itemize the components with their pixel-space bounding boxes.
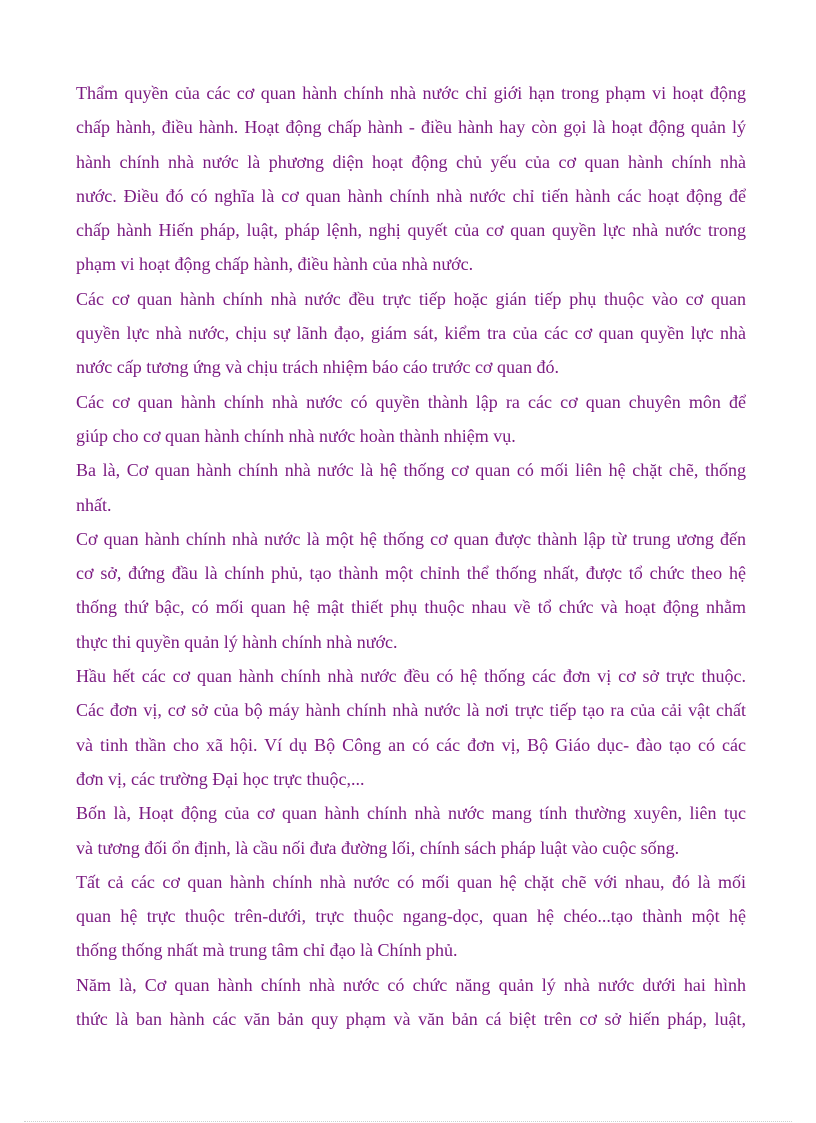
text-line: Các đơn vị, cơ sở của bộ máy hành chính nhà nước là nơi trực tiếp tạo ra của cải vật chất: [76, 700, 746, 721]
body-text: [76, 76, 746, 1036]
text-line: thức là ban hành các văn bản quy phạm và văn bản cá biệt trên cơ sở hiến pháp, luật,: [76, 1009, 746, 1030]
text-line: Hầu hết các cơ quan hành chính nhà nước đều có hệ thống các đơn vị cơ sở trực thuộc.: [76, 666, 746, 687]
text-line: chấp hành, điều hành. Hoạt động chấp hành - điều hành hay còn gọi là hoạt động quản lý: [76, 117, 746, 138]
text-line: Năm là, Cơ quan hành chính nhà nước có chức năng quản lý nhà nước dưới hai hình: [76, 974, 746, 995]
text-line: thống thống nhất mà trung tâm chỉ đạo là Chính phủ.: [76, 940, 458, 961]
text-line: Bốn là, Hoạt động của cơ quan hành chính nhà nước mang tính thường xuyên, liên tục: [76, 803, 746, 824]
text-line: Các cơ quan hành chính nhà nước đều trực tiếp hoặc gián tiếp phụ thuộc vào cơ quan: [76, 288, 746, 309]
text-line: đơn vị, các trường Đại học trực thuộc,...: [76, 768, 365, 789]
text-line: Ba là, Cơ quan hành chính nhà nước là hệ thống cơ quan có mối liên hệ chặt chẽ, thống: [76, 460, 746, 481]
text-line: nước. Điều đó có nghĩa là cơ quan hành chính nhà nước chỉ tiến hành các hoạt động để: [76, 185, 746, 206]
text-line: quyền lực nhà nước, chịu sự lãnh đạo, giám sát, kiểm tra của các cơ quan quyền lực nhà: [76, 323, 746, 344]
text-line: thực thi quyền quản lý hành chính nhà nước.: [76, 631, 398, 652]
text-line: Các cơ quan hành chính nhà nước có quyền thành lập ra các cơ quan chuyên môn để: [76, 391, 746, 412]
text-line: giúp cho cơ quan hành chính nhà nước hoàn thành nhiệm vụ.: [76, 425, 516, 446]
text-line: và tinh thần cho xã hội. Ví dụ Bộ Công an có các đơn vị, Bộ Giáo dục- đào tạo có các: [76, 734, 746, 755]
text-line: Thẩm quyền của các cơ quan hành chính nhà nước chỉ giới hạn trong phạm vi hoạt động: [76, 83, 746, 103]
page-bottom-dotted-rule: [24, 1121, 792, 1122]
text-line: phạm vi hoạt động chấp hành, điều hành của nhà nước.: [76, 254, 474, 275]
text-line: và tương đối ổn định, là cầu nối đưa đường lối, chính sách pháp luật vào cuộc sống.: [76, 837, 680, 858]
text-line: chấp hành Hiến pháp, luật, pháp lệnh, nghị quyết của cơ quan quyền lực nhà nước trong: [76, 220, 746, 241]
text-line: hành chính nhà nước là phương diện hoạt động chủ yếu của cơ quan hành chính nhà: [76, 151, 746, 172]
text-line: cơ sở, đứng đầu là chính phủ, tạo thành một chỉnh thể thống nhất, được tổ chức theo hệ: [76, 563, 746, 584]
text-line: Tất cả các cơ quan hành chính nhà nước có mối quan hệ chặt chẽ với nhau, đó là mối: [76, 871, 746, 892]
text-line: nước cấp tương ứng và chịu trách nhiệm báo cáo trước cơ quan đó.: [76, 357, 559, 378]
text-line: quan hệ trực thuộc trên-dưới, trực thuộc ngang-dọc, quan hệ chéo...tạo thành một hệ: [76, 906, 746, 927]
text-line: Cơ quan hành chính nhà nước là một hệ thống cơ quan được thành lập từ trung ương đến: [76, 528, 746, 549]
text-line: thống thứ bậc, có mối quan hệ mật thiết phụ thuộc nhau về tổ chức và hoạt động nhằm: [76, 597, 746, 618]
text-line: nhất.: [76, 494, 112, 515]
